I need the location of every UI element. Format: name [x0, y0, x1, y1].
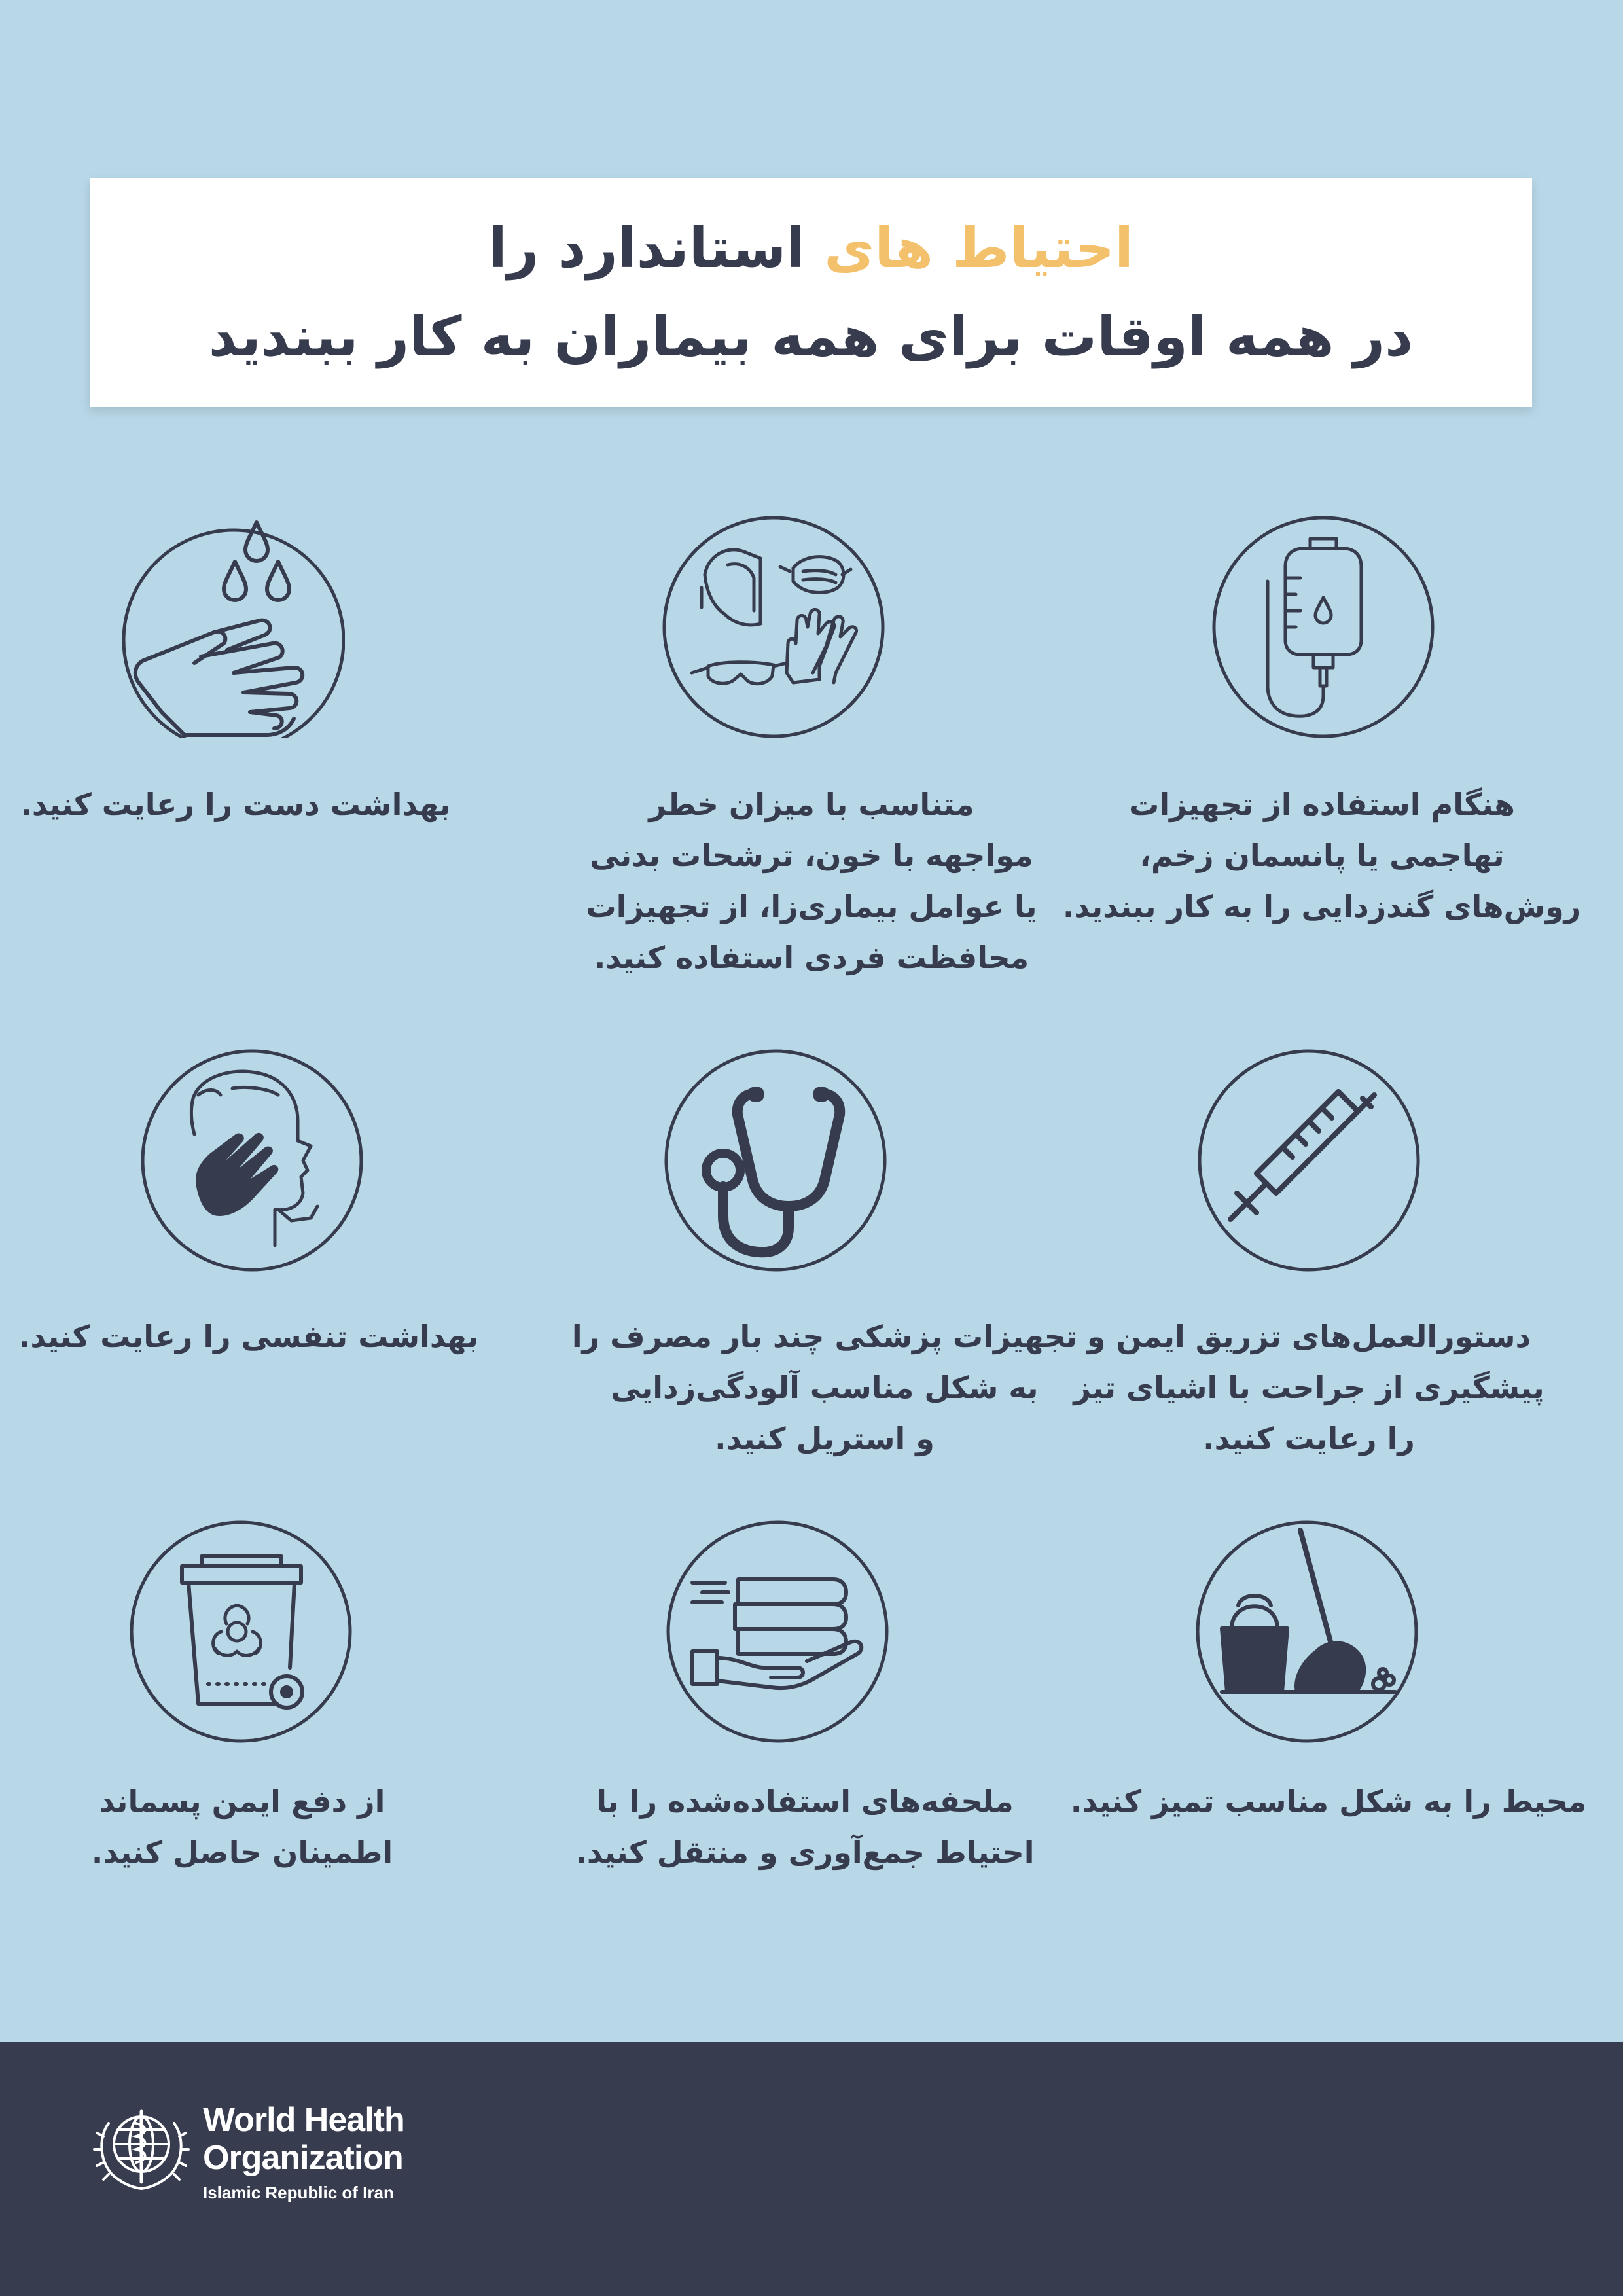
caption-ppe: متناسب با میزان خطر مواجهه با خون، ترشحات بدنی یا عوامل بیماری‌زا، از تجهیزات محافظت فردی استفاده کنید. [586, 787, 1037, 975]
stethoscope-icon [664, 1049, 887, 1272]
title-rest: استاندارد را [488, 216, 805, 280]
caption-safe-injection: دستورالعمل‌های تزریق ایمن و پیشگیری از جراحت با اشیای تیز را رعایت کنید. [1073, 1319, 1544, 1456]
org-country: Islamic Republic of Iran [203, 2183, 394, 2202]
caption-invasive-devices: هنگام استفاده از تجهیزات تهاجمی یا پانسمان زخم، روش‌های گندزدایی را به کار ببندید. [1062, 787, 1582, 924]
caption-reusable-equipment: تجهیزات پزشکی چند بار مصرف را به شکل مناسب آلودگی‌زدایی و استریل کنید. [571, 1319, 1078, 1456]
title-line-1 [488, 204, 1133, 293]
who-wordmark [203, 2101, 404, 2206]
iv-bag-icon [1212, 516, 1435, 738]
syringe-icon [1198, 1049, 1420, 1272]
title-line-2: در همه اوقات برای همه بیماران به کار ببندید [208, 304, 1414, 368]
header-card [90, 178, 1532, 407]
title-accent: احتیاط های [824, 216, 1133, 280]
org-name-line-2: Organization [203, 2139, 403, 2177]
caption-linen: ملحفه‌های استفاده‌شده را با احتیاط جمع‌آوری و منتقل کنید. [575, 1784, 1035, 1870]
caption-waste-disposal: از دفع ایمن پسماند اطمینان حاصل کنید. [91, 1784, 393, 1870]
org-name-line-1: World Health [203, 2101, 404, 2139]
protective-equipment-icon [662, 516, 885, 738]
hand-washing-icon [122, 516, 345, 738]
caption-hand-hygiene: بهداشت دست را رعایت کنید. [20, 787, 451, 822]
linen-handling-icon [666, 1520, 889, 1743]
caption-respiratory-hygiene: بهداشت تنفسی را رعایت کنید. [18, 1319, 479, 1354]
caption-environment-cleaning: محیط را به شکل مناسب تمیز کنید. [1070, 1784, 1587, 1819]
cough-covering-icon [141, 1049, 363, 1272]
who-emblem-icon [89, 2097, 194, 2195]
mop-bucket-icon [1196, 1520, 1418, 1743]
biohazard-bin-icon [130, 1520, 352, 1743]
